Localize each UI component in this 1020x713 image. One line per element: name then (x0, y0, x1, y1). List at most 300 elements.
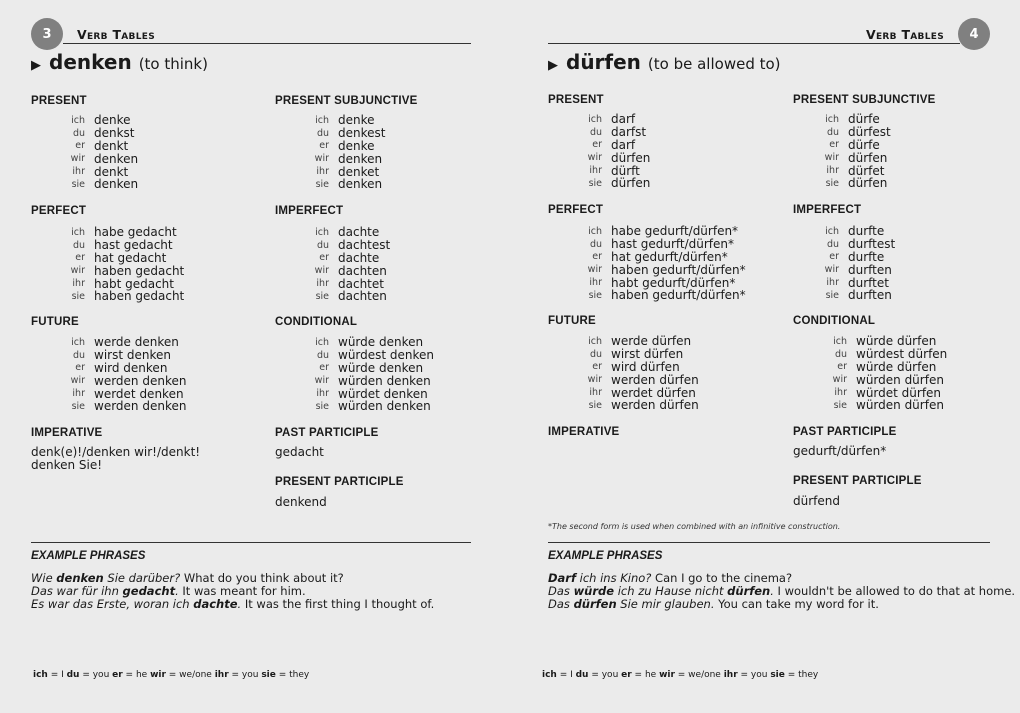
conj-row (288, 374, 528, 387)
pronoun-label: sie (71, 400, 85, 412)
example-de-verb: denken (56, 571, 104, 585)
pronoun-label: du (589, 126, 602, 138)
pronoun-label: er (319, 362, 329, 374)
conj-row (288, 252, 528, 265)
pronoun-label: du (72, 349, 85, 361)
verb-form: haben gedacht (94, 289, 185, 304)
legend-meaning: = we/one (165, 670, 215, 680)
pronoun-label: sie (315, 400, 329, 412)
verb-form: würdest denken (338, 348, 435, 363)
triangle-bullet-icon: ▶ (548, 58, 558, 73)
conj-row (798, 139, 1020, 152)
example-rule (31, 542, 471, 543)
verb-form: habe gedurft/dürfen* (611, 224, 739, 239)
verb-form: dachte (338, 225, 380, 240)
verb-form: dürfe (848, 112, 880, 127)
verb-form: hast gedurft/dürfen* (611, 237, 735, 252)
verb-form: haben gedurft/dürfen* (611, 288, 746, 303)
verb-form: wirst denken (94, 348, 171, 363)
conj-row (806, 399, 1020, 412)
pronoun-label: du (316, 239, 329, 251)
conj-row (806, 361, 1020, 374)
legend-pronoun: ich (542, 670, 557, 680)
conj-row (44, 226, 284, 239)
verb-form: durftet (848, 275, 889, 290)
conj-row (561, 139, 801, 152)
pronoun-label: ihr (589, 387, 602, 399)
conj-future (44, 336, 284, 413)
conj-row (798, 238, 1020, 251)
verb-form: würde dürfen (856, 334, 937, 349)
pronoun-label: wir (824, 264, 839, 276)
header-title: Verb Tables (77, 27, 155, 42)
conj-row (798, 263, 1020, 276)
verb-form: dürfen (611, 176, 651, 191)
example-en: It was meant for him. (178, 584, 306, 598)
verb-gloss: (to be allowed to) (647, 55, 781, 73)
conj-row (798, 177, 1020, 190)
example-de-verb: dürfen (573, 597, 617, 611)
example-phrase (548, 571, 792, 585)
pronoun-label: du (316, 349, 329, 361)
example-de: ich ins Kino? (575, 571, 652, 585)
conj-row (288, 349, 528, 362)
conj-row (561, 386, 801, 399)
example-de: Das war für ihn (31, 584, 123, 598)
pronoun-label: du (589, 348, 602, 360)
example-phrase (548, 597, 879, 611)
pronoun-label: ihr (316, 388, 329, 400)
verb-form: durfte (848, 250, 885, 264)
conj-imperfect (288, 226, 528, 303)
verb-form: dachtest (338, 238, 391, 253)
verb-form: haben gedurft/dürfen* (611, 262, 746, 277)
conj-row (798, 151, 1020, 164)
section-title-present-subjunctive: PRESENT SUBJUNCTIVE (275, 95, 418, 107)
conj-row (44, 349, 284, 362)
legend-meaning: = you (79, 670, 113, 680)
example-phrases-heading: EXAMPLE PHRASES (548, 550, 663, 562)
legend-meaning: = they (275, 670, 310, 680)
conj-row (44, 152, 284, 165)
section-title-future: FUTURE (31, 316, 79, 328)
verb-form: dachtet (338, 276, 384, 291)
example-de: Es war das Erste, woran ich (31, 597, 194, 611)
example-de: Sie darüber? (103, 571, 181, 585)
pronoun-label: ich (588, 335, 602, 347)
pronoun-label: ich (588, 113, 602, 125)
verb-form: werden denken (94, 399, 187, 414)
conj-row (44, 264, 284, 277)
pronoun-label: wir (587, 152, 602, 164)
conj-row (44, 127, 284, 140)
verb-form: wird dürfen (611, 360, 680, 374)
verb-form: hat gedurft/dürfen* (611, 250, 728, 264)
verb-form: darf (611, 112, 636, 127)
verb-form: würdest dürfen (856, 347, 948, 362)
conj-present-subjunctive (798, 113, 1020, 190)
verb-form: werde dürfen (611, 334, 692, 349)
legend-meaning: = you (228, 670, 262, 680)
conj-row (561, 113, 801, 126)
conj-row (288, 152, 528, 165)
pronoun-label: ich (315, 336, 329, 348)
pronoun-label: sie (825, 289, 839, 301)
conj-row (561, 151, 801, 164)
conj-row (44, 336, 284, 349)
verb-form: habe gedacht (94, 225, 177, 240)
example-de-verb: gedacht (122, 584, 176, 598)
present-participle-value: dürfend (793, 494, 840, 508)
section-title-past-participle: PAST PARTICIPLE (275, 427, 379, 439)
example-phrase (31, 597, 434, 611)
pronoun-label: sie (71, 178, 85, 190)
example-en: What do you think about it? (180, 571, 344, 585)
pronoun-label: ihr (72, 388, 85, 400)
conj-present (561, 113, 801, 190)
header-rule (63, 43, 471, 44)
conj-row (561, 251, 801, 264)
conj-conditional (288, 336, 528, 413)
conj-row (798, 276, 1020, 289)
legend-meaning: = you (737, 670, 771, 680)
verb-form: wird denken (94, 361, 168, 375)
page-right (510, 0, 1020, 713)
pronoun-label: sie (833, 399, 847, 411)
example-en: You can take my word for it. (714, 597, 879, 611)
conj-row (561, 289, 801, 302)
pronoun-label: er (75, 140, 85, 152)
pronoun-label: sie (588, 289, 602, 301)
verb-form: werden dürfen (611, 372, 699, 387)
verb-form: werden dürfen (611, 398, 699, 413)
section-title-imperfect: IMPERFECT (793, 204, 862, 216)
verb-form: denkt (94, 139, 129, 153)
conj-row (288, 127, 528, 140)
verb-form: würdet dürfen (856, 385, 942, 400)
pronoun-label: ihr (834, 387, 847, 399)
conj-row (806, 348, 1020, 361)
pronoun-label: ich (71, 336, 85, 348)
conj-row (288, 165, 528, 178)
verb-heading (548, 50, 781, 74)
pronoun-label: du (72, 239, 85, 251)
pronoun-label: wir (832, 374, 847, 386)
conj-row (798, 164, 1020, 177)
pronoun-label: wir (587, 374, 602, 386)
conj-row (288, 290, 528, 303)
conj-row (44, 239, 284, 252)
verb-form: werdet dürfen (611, 385, 696, 400)
imperative-line: denk(e)!/denken wir!/denkt! (31, 445, 201, 459)
pronoun-label: er (75, 362, 85, 374)
conj-imperfect (798, 225, 1020, 302)
verb-form: dürfen (848, 176, 888, 191)
conj-row (44, 277, 284, 290)
conj-row (44, 114, 284, 127)
pronoun-legend (33, 670, 309, 680)
conj-row (288, 239, 528, 252)
pronoun-label: ihr (826, 277, 839, 289)
example-de: ich zu Hause nicht (614, 584, 728, 598)
section-title-present-participle: PRESENT PARTICIPLE (275, 476, 404, 488)
conj-future (561, 335, 801, 412)
example-de: . (175, 584, 179, 598)
pronoun-label: er (829, 139, 839, 151)
verb-form: werde denken (94, 335, 179, 350)
legend-pronoun: du (575, 670, 589, 680)
verb-infinitive: denken (49, 50, 132, 74)
verb-form: darfst (611, 125, 647, 140)
conj-row (561, 126, 801, 139)
example-phrases-heading: EXAMPLE PHRASES (31, 550, 146, 562)
conj-row (288, 178, 528, 191)
conj-row (288, 400, 528, 413)
conj-row (561, 225, 801, 238)
verb-form: denkt (94, 164, 129, 179)
footnote: *The second form is used when combined with an infinitive construction. (548, 522, 841, 531)
pronoun-label: wir (70, 375, 85, 387)
example-de: Wie (31, 571, 57, 585)
conj-row (798, 225, 1020, 238)
verb-form: denke (94, 113, 131, 128)
example-de-verb: dachte (193, 597, 238, 611)
pronoun-label: wir (314, 375, 329, 387)
header-title: Verb Tables (866, 27, 944, 42)
pronoun-label: ich (71, 114, 85, 126)
conj-row (288, 264, 528, 277)
verb-form: denke (338, 113, 375, 128)
pronoun-label: du (826, 238, 839, 250)
pronoun-label: du (72, 127, 85, 139)
conj-row (44, 362, 284, 375)
page-number-badge: 3 (31, 18, 63, 50)
conj-row (798, 126, 1020, 139)
legend-pronoun: er (112, 670, 123, 680)
verb-form: darf (611, 138, 636, 152)
legend-pronoun: sie (261, 670, 276, 680)
conj-perfect (561, 225, 801, 302)
verb-form: dürfe (848, 138, 880, 152)
example-de-verb: Darf (548, 571, 576, 585)
verb-form: denket (338, 164, 380, 179)
verb-form: dürft (611, 163, 640, 178)
section-title-perfect: PERFECT (31, 205, 87, 217)
section-title-perfect: PERFECT (548, 204, 604, 216)
example-en: Can I go to the cinema? (651, 571, 793, 585)
conj-conditional (806, 335, 1020, 412)
imperative-forms (31, 446, 200, 472)
past-participle-value: gedacht (275, 445, 324, 459)
legend-pronoun: er (621, 670, 632, 680)
verb-form: würden denken (338, 399, 431, 414)
pronoun-label: er (592, 361, 602, 373)
conj-row (288, 336, 528, 349)
verb-form: dachten (338, 263, 387, 278)
pronoun-label: wir (70, 153, 85, 165)
verb-form: denke (338, 139, 375, 153)
pronoun-label: ihr (589, 277, 602, 289)
verb-form: hat gedacht (94, 251, 167, 265)
pronoun-label: er (837, 361, 847, 373)
pronoun-label: du (834, 348, 847, 360)
verb-form: werdet denken (94, 386, 184, 401)
verb-heading (31, 50, 208, 74)
conj-row (288, 114, 528, 127)
imperative-line: denken Sie! (31, 458, 103, 472)
pronoun-label: er (75, 252, 85, 264)
legend-meaning: = I (47, 670, 67, 680)
pronoun-label: ihr (316, 278, 329, 290)
pronoun-label: ich (833, 335, 847, 347)
verb-form: werden denken (94, 373, 187, 388)
triangle-bullet-icon: ▶ (31, 58, 41, 73)
example-rule (548, 542, 990, 543)
pronoun-label: ich (315, 114, 329, 126)
conj-row (561, 263, 801, 276)
verb-form: haben gedacht (94, 263, 185, 278)
section-title-present-participle: PRESENT PARTICIPLE (793, 475, 922, 487)
section-title-future: FUTURE (548, 315, 596, 327)
verb-form: durfte (848, 224, 885, 239)
pronoun-label: ich (825, 225, 839, 237)
example-phrase (31, 571, 344, 585)
legend-meaning: = we/one (674, 670, 724, 680)
verb-form: dürfet (848, 163, 885, 178)
conj-row (798, 289, 1020, 302)
verb-form: würde denken (338, 361, 424, 375)
conj-row (288, 387, 528, 400)
section-title-conditional: CONDITIONAL (275, 316, 358, 328)
verb-form: habt gedacht (94, 276, 174, 291)
header-rule (548, 43, 960, 44)
pronoun-label: sie (825, 177, 839, 189)
conj-row (44, 178, 284, 191)
pronoun-label: er (592, 139, 602, 151)
conj-row (288, 226, 528, 239)
pronoun-label: du (826, 126, 839, 138)
pronoun-label: wir (70, 265, 85, 277)
verb-form: habt gedurft/dürfen* (611, 275, 736, 290)
page-number-badge: 4 (958, 18, 990, 50)
example-phrase (31, 584, 306, 598)
verb-form: denken (94, 151, 139, 166)
conj-row (806, 335, 1020, 348)
section-title-past-participle: PAST PARTICIPLE (793, 426, 897, 438)
conj-row (44, 165, 284, 178)
section-title-present-subjunctive: PRESENT SUBJUNCTIVE (793, 94, 936, 106)
verb-form: denken (94, 177, 139, 192)
conj-row (288, 362, 528, 375)
pronoun-label: er (319, 140, 329, 152)
conj-row (561, 335, 801, 348)
pronoun-label: ich (315, 226, 329, 238)
conj-row (561, 238, 801, 251)
past-participle-value: gedurft/dürfen* (793, 444, 887, 458)
pronoun-label: ich (825, 113, 839, 125)
pronoun-label: wir (824, 152, 839, 164)
conj-present (44, 114, 284, 191)
legend-pronoun: sie (770, 670, 785, 680)
conj-row (561, 361, 801, 374)
section-title-imperative: IMPERATIVE (31, 427, 103, 439)
verb-gloss: (to think) (138, 55, 208, 73)
pronoun-label: ihr (72, 166, 85, 178)
pronoun-label: sie (588, 177, 602, 189)
example-en: I wouldn't be allowed to do that at home. (773, 584, 1016, 598)
conj-row (44, 140, 284, 153)
conj-row (561, 177, 801, 190)
pronoun-label: du (316, 127, 329, 139)
pronoun-label: wir (314, 265, 329, 277)
pronoun-label: sie (315, 290, 329, 302)
section-title-present: PRESENT (548, 94, 604, 106)
pronoun-label: er (319, 252, 329, 264)
example-de: . (770, 584, 774, 598)
verb-form: dürfen (848, 150, 888, 165)
conj-row (44, 290, 284, 303)
conj-row (798, 251, 1020, 264)
legend-pronoun: ich (33, 670, 48, 680)
verb-form: dachten (338, 289, 387, 304)
conj-row (806, 386, 1020, 399)
pronoun-label: ihr (589, 165, 602, 177)
legend-meaning: = he (122, 670, 151, 680)
verb-form: dürfest (848, 125, 891, 140)
example-de-verb: dürfen (727, 584, 771, 598)
conj-row (561, 164, 801, 177)
section-title-conditional: CONDITIONAL (793, 315, 876, 327)
conj-row (806, 373, 1020, 386)
section-title-present: PRESENT (31, 95, 87, 107)
example-de: Das (548, 584, 574, 598)
example-phrase (548, 584, 1015, 598)
conj-row (44, 387, 284, 400)
pronoun-label: sie (71, 290, 85, 302)
legend-meaning: = they (784, 670, 819, 680)
verb-form: denken (338, 177, 383, 192)
legend-meaning: = he (631, 670, 660, 680)
section-title-imperfect: IMPERFECT (275, 205, 344, 217)
conj-row (561, 348, 801, 361)
example-de: Das (548, 597, 574, 611)
legend-pronoun: ihr (214, 670, 229, 680)
pronoun-label: ich (71, 226, 85, 238)
example-de-verb: würde (573, 584, 615, 598)
conj-perfect (44, 226, 284, 303)
pronoun-label: wir (587, 264, 602, 276)
legend-pronoun: wir (659, 670, 675, 680)
verb-form: denkest (338, 126, 386, 141)
conj-row (44, 252, 284, 265)
verb-form: würden dürfen (856, 372, 944, 387)
conj-row (561, 276, 801, 289)
pronoun-label: ich (588, 225, 602, 237)
present-participle-value: denkend (275, 495, 327, 509)
verb-form: würden denken (338, 373, 431, 388)
pronoun-label: er (592, 251, 602, 263)
pronoun-label: sie (315, 178, 329, 190)
pronoun-label: ihr (826, 165, 839, 177)
pronoun-label: ihr (316, 166, 329, 178)
example-de: Sie mir glauben. (616, 597, 715, 611)
conj-present-subjunctive (288, 114, 528, 191)
verb-form: denkst (94, 126, 135, 141)
verb-form: hast gedacht (94, 238, 173, 253)
section-title-imperative: IMPERATIVE (548, 426, 620, 438)
verb-form: wirst dürfen (611, 347, 684, 362)
verb-form: würden dürfen (856, 398, 944, 413)
